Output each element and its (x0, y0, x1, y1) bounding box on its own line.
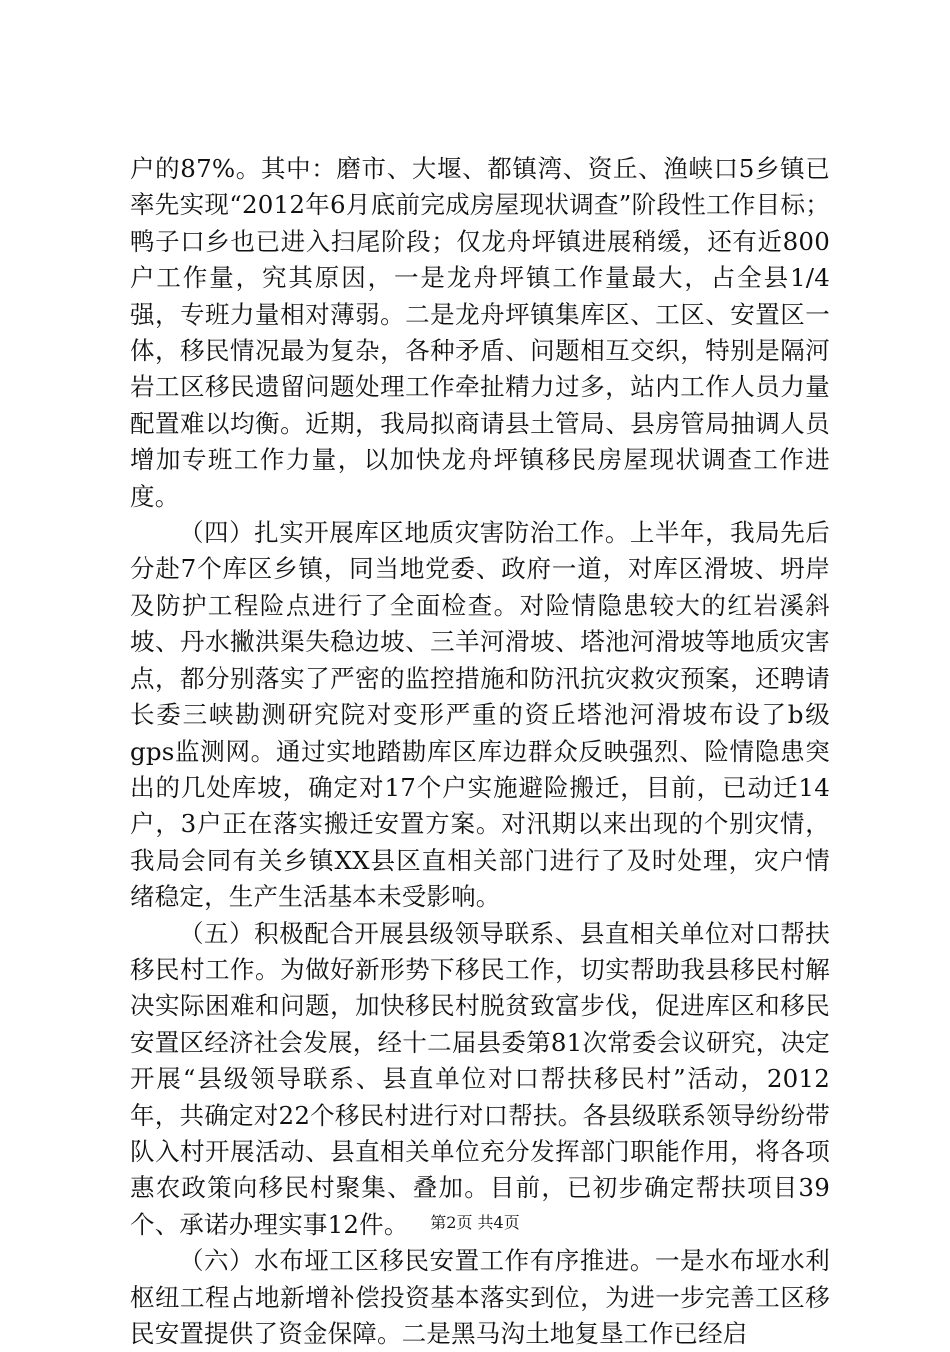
paragraph-section-6: （六）水布垭工区移民安置工作有序推进。一是水布垭水利枢纽工程占地新增补偿投资基本落实到位，为进一步完善工区移民安置提供了资金保障。二是黑马沟土地复垦工作已经启 (130, 1246, 830, 1348)
paragraph-section-4: （四）扎实开展库区地质灾害防治工作。上半年，我局先后分赴7个库区乡镇，同当地党委、政府一道，对库区滑坡、坍岸及防护工程险点进行了全面检查。对险情隐患较大的红岩溪斜坡、丹水撇洪渠失稳边坡、三羊河滑坡、塔池河滑坡等地质灾害点，都分别落实了严密的监控措施和防汛抗灾救灾预案，还聘请长委三峡勘测研究院对变形严重的资丘塔池河滑坡布设了b级gps监测网。通过实地踏勘库区库边群众反映强烈、险情隐患突出的几处库坡，确定对17个户实施避险搬迁，目前，已动迁14户，3户正在落实搬迁安置方案。对汛期以来出现的个别灾情，我局会同有关乡镇XX县区直相关部门进行了及时处理，灾户情绪稳定，生产生活基本未受影响。 (130, 518, 830, 912)
paragraph-continuation: 户的87%。其中：磨市、大堰、都镇湾、资丘、渔峡口5乡镇已率先实现“2012年6月底前完成房屋现状调查”阶段性工作目标；鸭子口乡也已进入扫尾阶段；仅龙舟坪镇进展稍缓，还有近800户工作量，究其原因，一是龙舟坪镇工作量最大，占全县1/4强，专班力量相对薄弱。二是龙舟坪镇集库区、工区、安置区一体，移民情况最为复杂，各种矛盾、问题相互交织，特别是隔河岩工区移民遗留问题处理工作牵扯精力过多，站内工作人员力量配置难以均衡。近期，我局拟商请县土管局、县房管局抽调人员增加专班工作力量，以加快龙舟坪镇移民房屋现状调查工作进度。 (130, 154, 830, 511)
document-body (130, 151, 830, 1352)
paragraph-section-5: （五）积极配合开展县级领导联系、县直相关单位对口帮扶移民村工作。为做好新形势下移民工作，切实帮助我县移民村解决实际困难和问题，加快移民村脱贫致富步伐，促进库区和移民安置区经济社会发展，经十二届县委第81次常委会议研究，决定开展“县级领导联系、县直单位对口帮扶移民村”活动，2012年，共确定对22个移民村进行对口帮扶。各县级联系领导纷纷带队入村开展活动、县直相关单位充分发挥部门职能作用，将各项惠农政策向移民村聚集、叠加。目前，已初步确定帮扶项目39个、承诺办理实事12件。 (130, 918, 830, 1239)
page-footer: 第2页 共4页 (430, 1213, 520, 1232)
